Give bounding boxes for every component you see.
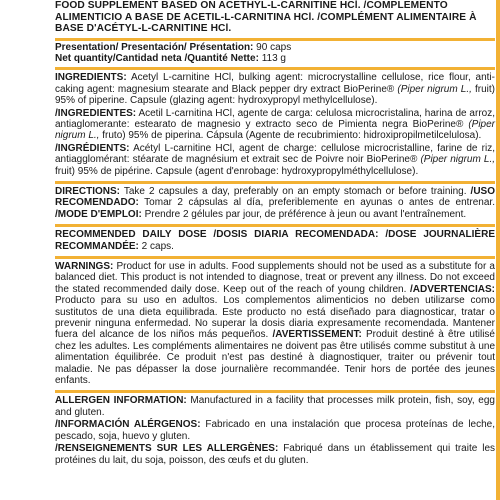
presentation-value: 90 caps — [256, 41, 292, 53]
section-divider — [55, 67, 495, 70]
accent-stripe — [496, 0, 500, 500]
warnings-section — [55, 260, 495, 387]
net-quantity-label: Net quantity/Cantidad neta /Quantité Nette: — [55, 52, 259, 64]
net-quantity-value: 113 g — [261, 52, 286, 64]
allergen-es-text: Fabricado en una instalación que procesa proteínas de leche, pescado, soja, huevo y gluten. — [55, 419, 496, 442]
net-quantity-line — [55, 53, 495, 64]
directions-fr-text: Prendre 2 gélules par jour, de préférence à jeun ou avant l'entraînement. — [144, 208, 467, 220]
allergen-en-text: Manufactured in a facility that processes milk protein, fish, soy, egg and gluten. — [55, 395, 495, 418]
allergen-fr-text: Fabriqué dans un établissement qui traite les protéines du lait, du soja, poisson, des œufs et du gluten. — [55, 443, 496, 466]
ingredients-fr — [55, 143, 495, 177]
ingredients-fr-label: /INGRÉDIENTS: — [55, 142, 130, 154]
allergen-es — [55, 419, 495, 442]
section-divider — [55, 38, 495, 41]
ingredients-es-italic: (Piper nigrum L., — [55, 118, 495, 142]
section-divider — [55, 224, 495, 227]
ingredients-es-text1: Acetil L-carnitina HCl, agente de carga: celulosa microcristalina, harina de arroz, antiaglomerante: estearato de magnesio y extracto seco de Pimienta negra BioPerine® — [55, 107, 495, 130]
directions-fr-label: /MODE D'EMPLOI: — [55, 208, 142, 220]
warnings-es-label: /ADVERTENCIAS: — [410, 283, 496, 295]
warnings-fr-label: /AVERTISSEMENT: — [272, 329, 362, 341]
ingredients-es-label: /INGREDIENTES: — [55, 107, 137, 119]
ingredients-en — [55, 72, 495, 106]
dose-label: RECOMMENDED DAILY DOSE /DOSIS DIARIA RECOMENDADA: /DOSE JOURNALIÈRE RECOMMANDÉE: — [55, 229, 495, 252]
warnings-en-text: Product for use in adults. Food supplements should not be used as a substitute for a balanced diet. This product is not intended to diagnose, treat or prevent any illness. Do not exceed the stated recommended daily dose. Keep out of the reach of young children. — [55, 261, 495, 295]
ingredients-en-italic: (Piper nigrum L., — [397, 83, 472, 95]
section-divider — [55, 390, 495, 393]
allergen-section — [55, 394, 495, 466]
warnings-es-text: Producto para su uso en adultos. Los complementos alimenticios no deben utilizarse como sustitutos de una dieta equilibrada. Este producto no está diseñado para diagnosticar, tratar o prevenir ninguna enfermedad. No superar la dosis diaria expresamente recomendada. Mantener fuera del alcance de los niños más pequeños. — [55, 295, 495, 341]
directions-en-label: DIRECTIONS: — [55, 185, 120, 197]
supplement-label — [55, 0, 495, 467]
ingredients-es-text2: fruto) 95% de piperina. Cápsula (Agente de recubrimiento: hidroxipropilmetilcelulosa). — [102, 130, 482, 142]
ingredients-fr-text1: Acétyl L-carnitine HCl, agent de charge: cellulose microcristalline, farine de riz, antiagglomérant: stéarate de magnésium et extrait sec de Poivre noir BioPerine® — [55, 142, 495, 166]
ingredients-en-text2: fruit) 95% of piperine. Capsule (glazing agent: hydroxypropyl methylcellulose). — [55, 83, 495, 107]
warnings-en-label: WARNINGS: — [55, 261, 114, 272]
section-divider — [55, 181, 495, 184]
allergen-fr — [55, 443, 495, 466]
allergen-fr-label: /RENSEIGNEMENTS SUR LES ALLERGÈNES: — [55, 443, 279, 455]
directions-es-label: /USO RECOMENDADO: — [55, 185, 495, 209]
dose-text — [55, 229, 495, 252]
presentation-line — [55, 42, 495, 53]
allergen-en-label: ALLERGEN INFORMATION: — [55, 395, 187, 407]
presentation-label: Presentation/ Presentación/ Présentation: — [55, 41, 254, 53]
allergen-en — [55, 395, 495, 418]
ingredients-section — [55, 71, 495, 178]
warnings-text — [55, 261, 495, 386]
section-divider — [55, 256, 495, 259]
ingredients-en-text1: Acetyl L-carnitine HCl, bulking agent: microcrystalline cellulose, rice flour, anti-caking agent: magnesium stearate and Black pepper dry extract BioPerine® — [55, 72, 495, 95]
directions-section — [55, 185, 495, 221]
warnings-fr-text: Produit destiné à être utilisé chez les adultes. Les compléments alimentaires ne doivent pas être utilisés comme substitut à une alimentation équilibrée. Ce produit n'est pas destiné à diagnostiquer, traiter ou prévenir tout maladie. Ne pas dépasser la dose journalière recommandée. Tenir hors de portée des jeunes enfants. — [55, 329, 495, 387]
allergen-es-label: /INFORMACIÓN ALÉRGENOS: — [55, 419, 201, 431]
ingredients-en-label: INGREDIENTS: — [55, 72, 127, 84]
product-title: FOOD SUPPLEMENT BASED ON ACETHYL-L-CARNITINE HCl. /COMPLEMENTO ALIMENTICIO A BASE DE ACETIL-L-CARNITINA HCl. /COMPLÉMENT ALIMENTAIRE À BASE D'ACÉTYL-L-CARNITINE HCl. — [55, 0, 477, 34]
dose-value: 2 caps. — [141, 240, 174, 252]
directions-en-text: Take 2 capsules a day, preferably on an empty stomach or before training. — [123, 185, 467, 197]
dose-section — [55, 228, 495, 253]
ingredients-fr-italic: (Piper nigrum L., — [420, 154, 495, 166]
directions-text — [55, 186, 495, 220]
ingredients-fr-text2: fruit) 95% de pipérine. Capsule (agent d'enrobage: hydroxypropylméthylcellulose). — [55, 165, 419, 177]
ingredients-es — [55, 108, 495, 142]
directions-es-text: Tomar 2 cápsulas al día, preferiblemente en ayunas o antes de entrenar. — [144, 197, 495, 209]
